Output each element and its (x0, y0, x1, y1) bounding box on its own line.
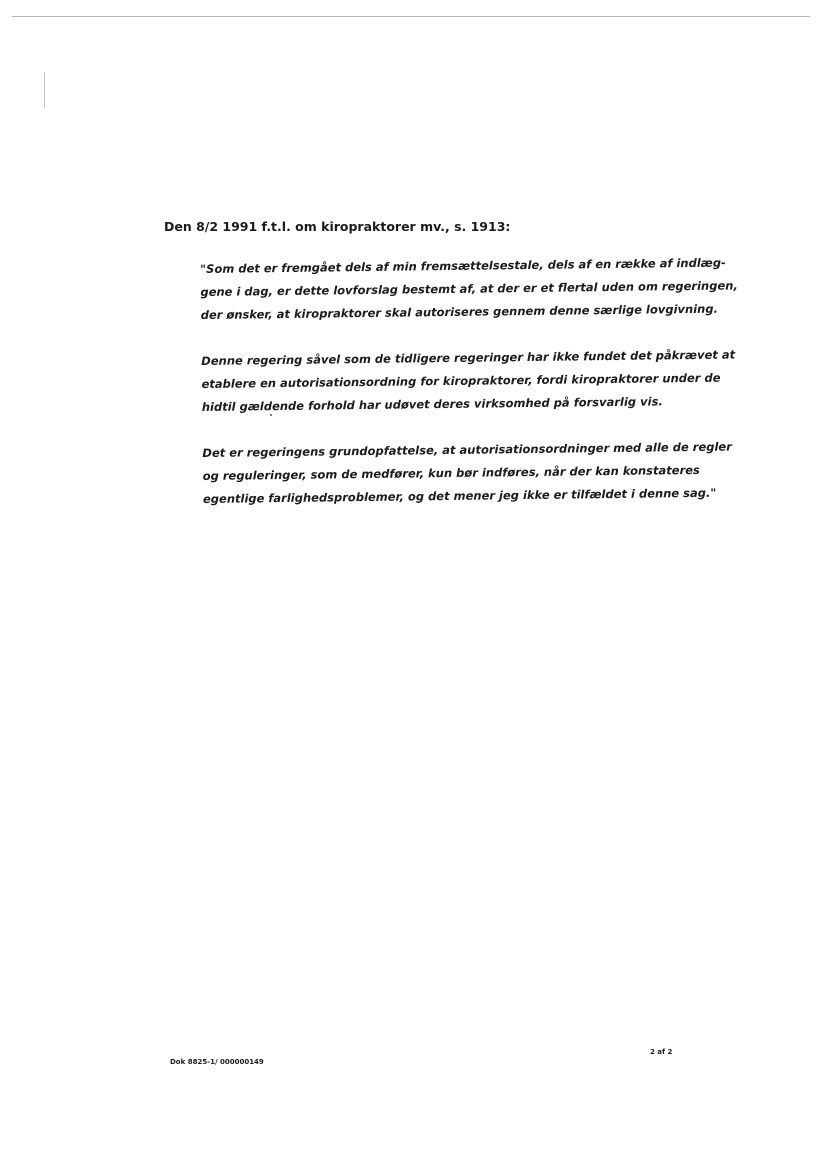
scan-edge-line (12, 16, 810, 17)
quote-line: "Som det er fremgået dels af min fremsættelsestale, dels af en række af indlæg- (200, 255, 726, 276)
quote-paragraph (201, 344, 736, 419)
scan-margin-mark (44, 72, 45, 108)
quotation-block (200, 252, 738, 534)
quote-line: egentlige farlighedsproblemer, og det mener jeg ikke er tilfældet i denne sag." (202, 485, 717, 506)
document-reference: Dok 8825-1/ 000000149 (170, 1058, 264, 1066)
quote-line: og reguleringer, som de medfører, kun bør indføres, når der kan konstateres (202, 462, 700, 483)
quote-line: Denne regering såvel som de tidligere regeringer har ikke fundet det påkrævet at (201, 347, 736, 368)
document-heading: Den 8/2 1991 f.t.l. om kiropraktorer mv., s. 1913: (164, 219, 511, 234)
quote-line: hidtil gældende forhold har udøvet deres virksomhed på forsvarlig vis. (201, 394, 663, 414)
quote-paragraph (202, 436, 732, 511)
quote-line: etablere en autorisationsordning for kiropraktorer, fordi kiropraktorer under de (201, 370, 721, 391)
page-number: 2 af 2 (650, 1048, 673, 1056)
quote-line: der ønsker, at kiropraktorer skal autoriseres gennem denne særlige lovgivning. (200, 301, 718, 322)
quote-line: Det er regeringens grundopfattelse, at autorisationsordninger med alle de regler (202, 439, 732, 460)
quote-line: gene i dag, er dette lovforslag bestemt af, at der er et flertal uden om regeringen, (200, 278, 738, 299)
quote-paragraph (200, 252, 738, 327)
